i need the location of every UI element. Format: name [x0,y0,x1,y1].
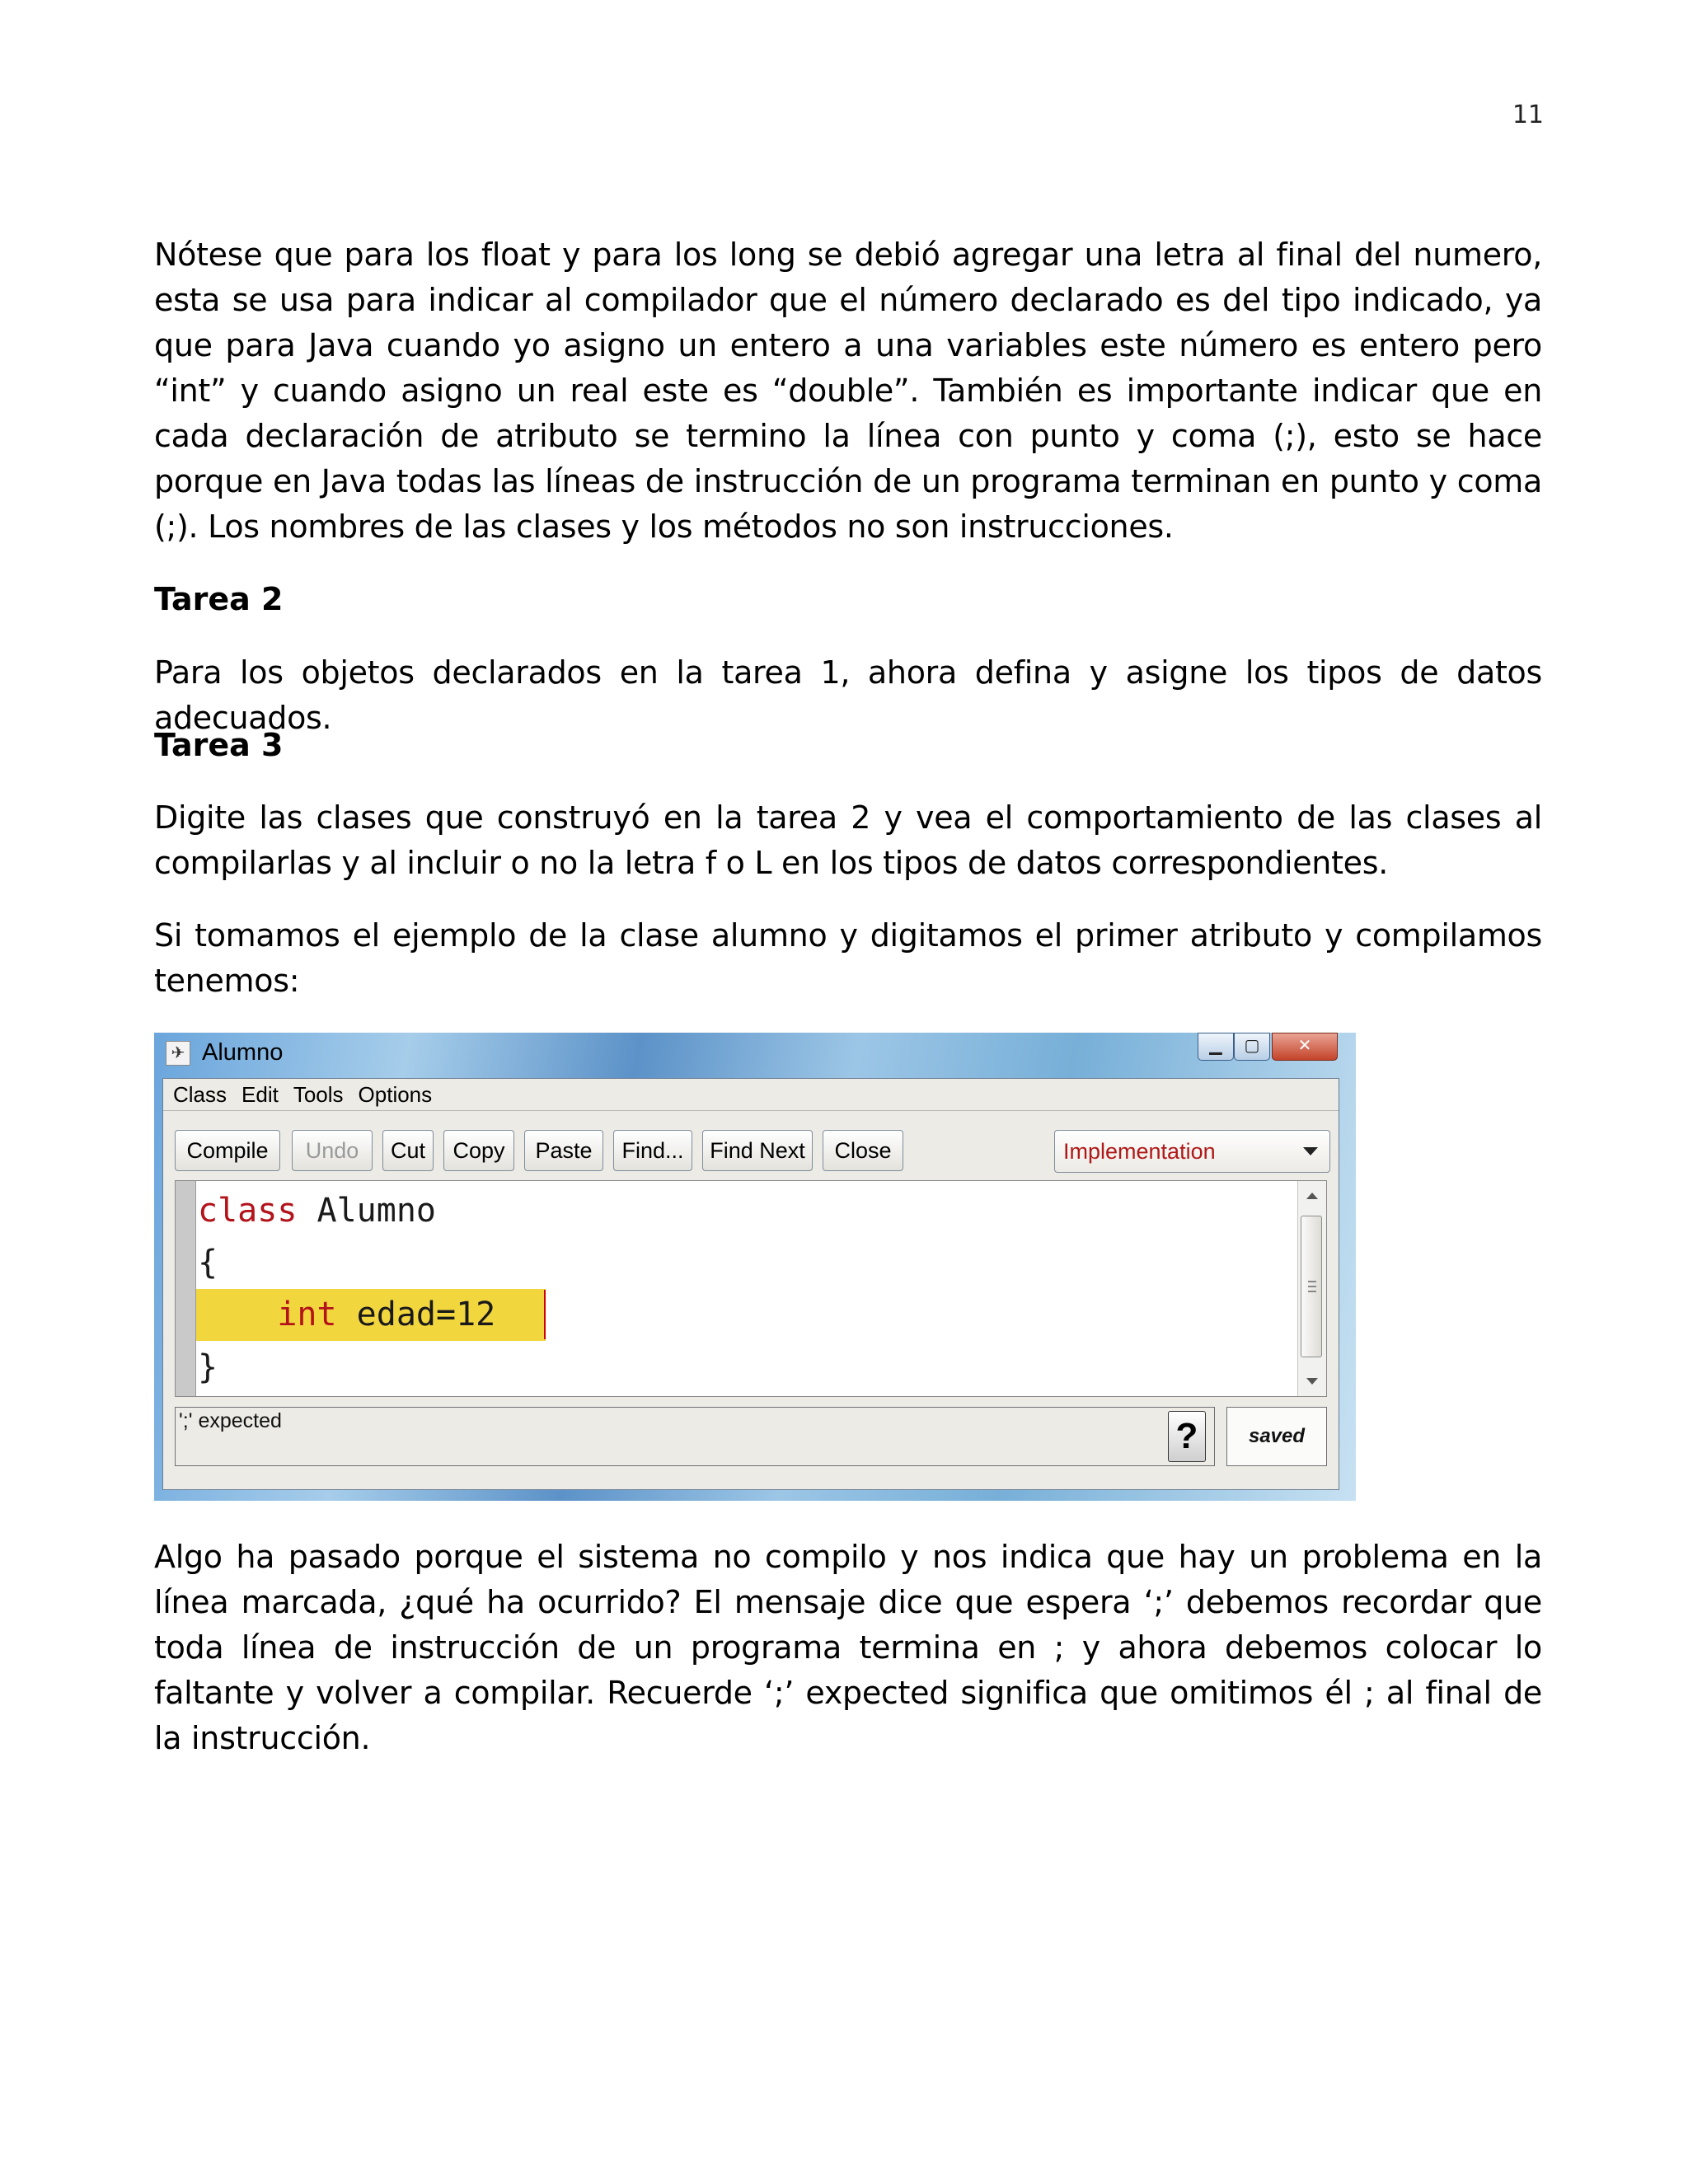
chevron-down-icon [1303,1147,1318,1155]
editor-gutter [176,1181,196,1396]
compile-button[interactable]: Compile [175,1130,280,1171]
grip-icon [1308,1281,1316,1292]
close-button[interactable]: Close [823,1130,903,1171]
attribute-declaration-text: edad=12 [336,1296,496,1333]
heading-tarea-3: Tarea 3 [154,727,284,763]
page-number: 11 [1512,101,1544,129]
window-controls [1198,1033,1338,1062]
undo-button[interactable]: Undo [292,1130,373,1171]
window-titlebar [154,1033,1356,1074]
find-next-button[interactable]: Find Next [702,1130,813,1171]
heading-tarea-2: Tarea 2 [154,581,284,617]
scrollbar-thumb[interactable] [1301,1216,1322,1357]
menu-edit[interactable]: Edit [241,1081,279,1107]
bluej-editor-screenshot [154,1033,1356,1501]
menu-options[interactable]: Options [358,1081,433,1107]
keyword-class: class [198,1192,298,1230]
saved-status-badge: saved [1226,1407,1327,1466]
text-caret [544,1290,546,1339]
code-line-1 [198,1186,436,1235]
paragraph-tarea-2: Para los objetos declarados en la tarea 1, ahora defina y asigne los tipos de datos adecuados. [154,654,1542,736]
window-title: Alumno [202,1039,284,1066]
bluej-app-icon: ✈ [166,1041,190,1066]
editor-window-body [162,1078,1339,1490]
paragraph-float-long-note: Nótese que para los float y para los long se debió agregar una letra al final del numero, esta se usa para indicar al compilador que el número declarado es del tipo indicado, ya que para Java cuando yo asigno un entero a una variables este número es entero pero “int” y cuando asigno un real este es “double”. También es importante indicar que en cada declaración de atributo se termino la línea con punto y coma (;), esto se hace porque en Java todas las líneas de instrucción de un programa terminan en punto y coma (;). Los nombres de las clases y los métodos no son instrucciones. [154,237,1542,545]
view-selector-value: Implementation [1063,1139,1216,1164]
code-line-4: } [198,1348,218,1386]
code-editor[interactable] [175,1180,1327,1397]
copy-button[interactable]: Copy [443,1130,514,1171]
close-window-icon[interactable]: ✕ [1272,1033,1338,1061]
scroll-down-icon[interactable] [1306,1378,1318,1385]
view-selector-dropdown[interactable] [1054,1130,1330,1173]
scroll-up-icon[interactable] [1306,1193,1318,1199]
keyword-int: int [277,1296,337,1333]
paragraph-example-intro: Si tomamos el ejemplo de la clase alumno y digitamos el primer atributo y compilamos tenemos: [154,917,1542,999]
error-message: ';' expected [179,1409,282,1432]
code-line-2: { [198,1244,218,1282]
menu-tools[interactable]: Tools [293,1081,344,1107]
menu-class[interactable]: Class [173,1081,227,1107]
code-line-3 [198,1290,495,1339]
paragraph-tarea-3: Digite las clases que construyó en la tarea 2 y vea el comportamiento de las clases al compilarlas y al incluir o no la letra f o L en los tipos de datos correspondientes. [154,799,1542,881]
vertical-scrollbar[interactable] [1297,1181,1326,1396]
editor-toolbar [175,1130,1330,1171]
class-name-text: Alumno [297,1192,436,1230]
code-indent [198,1296,277,1333]
paste-button[interactable]: Paste [524,1130,603,1171]
cut-button[interactable]: Cut [382,1130,434,1171]
find-button[interactable]: Find... [613,1130,692,1171]
compiler-message-bar [175,1407,1215,1466]
minimize-icon[interactable]: ▁ [1198,1033,1234,1061]
paragraph-explanation: Algo ha pasado porque el sistema no compilo y nos indica que hay un problema en la línea marcada, ¿qué ha ocurrido? El mensaje dice que espera ‘;’ debemos recordar que toda línea de instrucción de un programa termina en ; y ahora debemos colocar lo faltante y volver a compilar. Recuerde ‘;’ expected significa que omitimos él ; al final de la instrucción. [154,1539,1542,1756]
help-question-icon[interactable]: ? [1168,1411,1206,1462]
menu-bar [163,1079,1339,1111]
maximize-icon[interactable]: ▢ [1234,1033,1270,1061]
